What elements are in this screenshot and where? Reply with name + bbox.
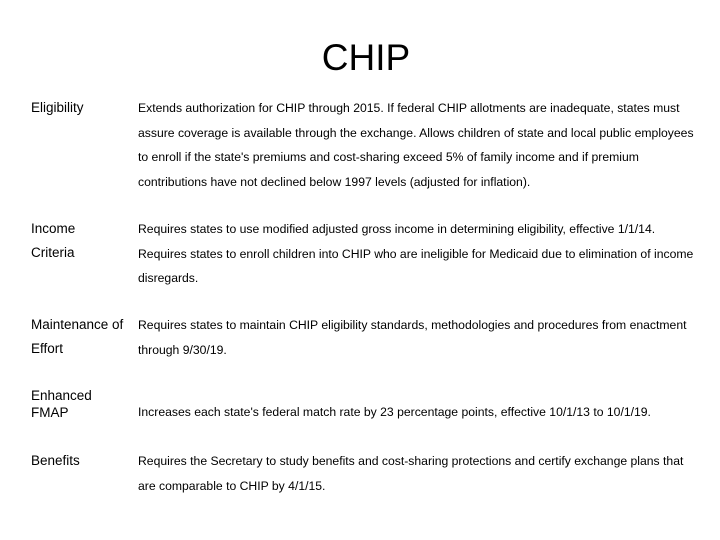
row-text: Requires states to maintain CHIP eligibility standards, methodologies and procedures from enactment through 9/30/19. [138,318,687,357]
row-text: Increases each state's federal match rate by 23 percentage points, effective 10/1/13 to 10/1/19. [138,405,651,419]
row-label: Income Criteria [31,221,76,260]
row-text: Requires states to use modified adjusted gross income in determining eligibility, effective 1/1/14. Requires states to enroll children into CHIP who are ineligible for Medicaid due to elimination of income disregards. [138,222,694,285]
row-label: Maintenance of Effort [31,317,124,356]
row-label: Eligibility [31,100,84,115]
page-title: CHIP [321,37,411,78]
row-text: Extends authorization for CHIP through 2015. If federal CHIP allotments are inadequate, states must assure coverage is available through the exchange. Allows children of state and local public employees to enroll if the state's premiums and cost-sharing exceed 5% of family income and if premium contributions have not declined below 1997 levels (adjusted for inflation). [138,101,694,189]
row-text: Requires the Secretary to study benefits and cost-sharing protections and certify exchange plans that are comparable to CHIP by 4/1/15. [138,454,684,493]
row-label: Benefits [31,453,80,468]
row-label: Enhanced FMAP [31,388,92,420]
